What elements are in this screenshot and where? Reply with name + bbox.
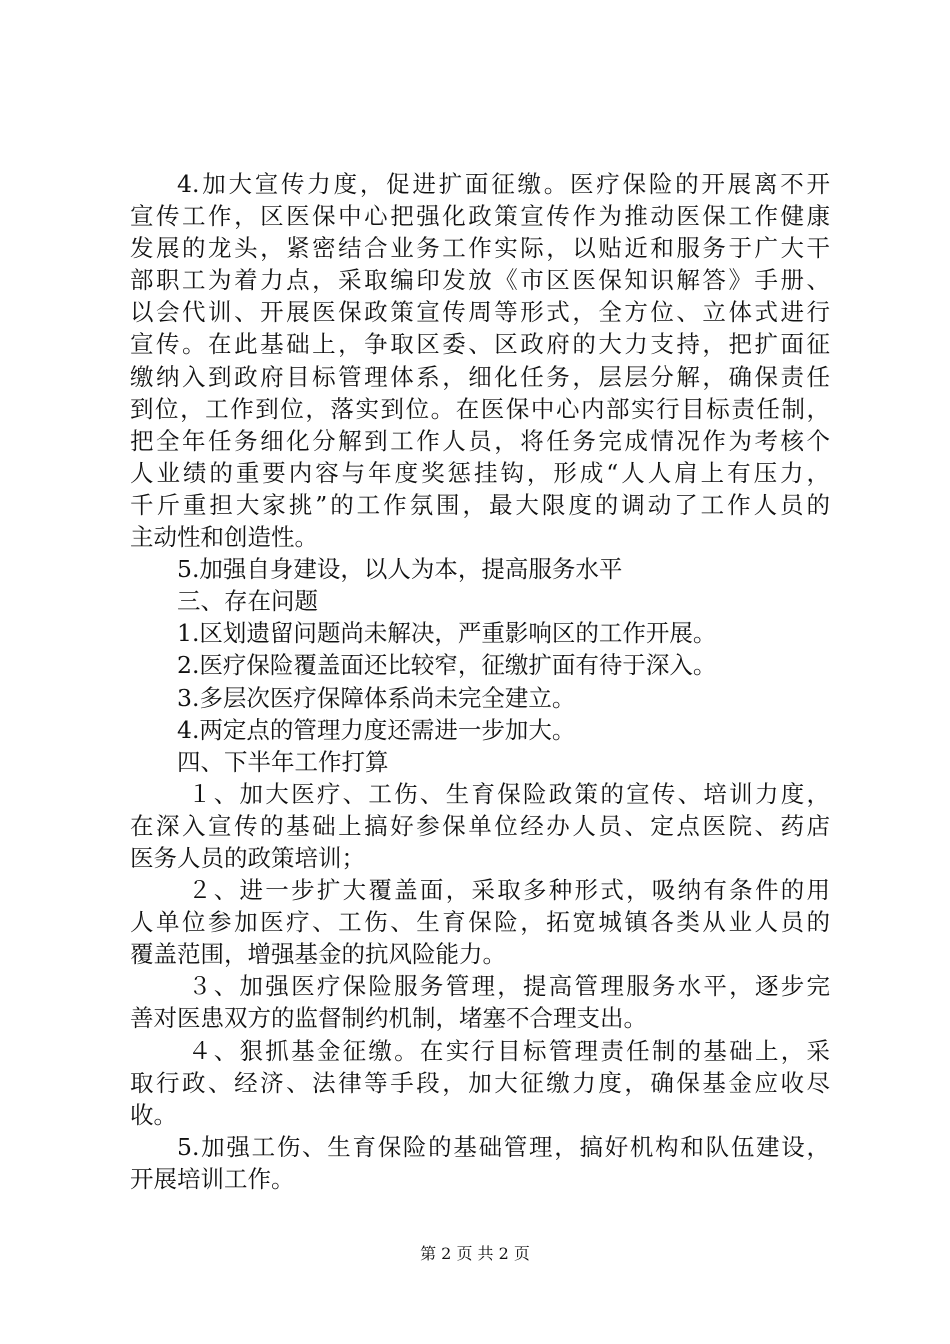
text-line: ３、加强医疗保险服务管理，提高管理服务水平，逐步完 xyxy=(188,972,830,1001)
text-line: 缴纳入到政府目标管理体系，细化任务，层层分解，确保责任 xyxy=(130,362,830,391)
text-line: 以会代训、开展医保政策宣传周等形式，全方位、立体式进行 xyxy=(130,298,830,327)
section-heading: 三、存在问题 xyxy=(177,587,318,616)
text-line: ２、进一步扩大覆盖面，采取多种形式，吸纳有条件的用 xyxy=(188,876,830,905)
text-line: 医务人员的政策培训； xyxy=(130,843,365,872)
page-footer xyxy=(0,1244,950,1264)
text-line: 取行政、经济、法律等手段，加大征缴力度，确保基金应收尽 xyxy=(130,1068,830,1097)
text-line: 覆盖范围，增强基金的抗风险能力。 xyxy=(130,940,506,969)
text-line: １、加大医疗、工伤、生育保险政策的宣传、培训力度， xyxy=(188,779,830,808)
text-line: 收。 xyxy=(130,1100,177,1129)
text-line: 到位，工作到位，落实到位。在医保中心内部实行目标责任制， xyxy=(130,394,830,423)
text-line: 1.区划遗留问题尚未解决，严重影响区的工作开展。 xyxy=(177,619,717,648)
text-line: ４、狠抓基金征缴。在实行目标管理责任制的基础上，采 xyxy=(188,1036,830,1065)
text-line: 把全年任务细化分解到工作人员，将任务完成情况作为考核个 xyxy=(130,426,830,455)
text-line: 4.加大宣传力度，促进扩面征缴。医疗保险的开展离不开 xyxy=(177,170,830,198)
text-line: 善对医患双方的监督制约机制，堵塞不合理支出。 xyxy=(130,1004,647,1033)
text-line: 人业绩的重要内容与年度奖惩挂钩，形成“人人肩上有压力， xyxy=(130,458,830,487)
text-line: 部职工为着力点，采取编印发放《市区医保知识解答》手册、 xyxy=(130,266,830,295)
text-line: 人单位参加医疗、工伤、生育保险，拓宽城镇各类从业人员的 xyxy=(130,908,830,937)
text-line: 3.多层次医疗保障体系尚未完全建立。 xyxy=(177,683,576,712)
text-line: 千斤重担大家挑”的工作氛围，最大限度的调动了工作人员的 xyxy=(130,490,830,519)
text-line: 开展培训工作。 xyxy=(130,1164,295,1193)
text-line: 2.医疗保险覆盖面还比较窄，征缴扩面有待于深入。 xyxy=(177,651,717,680)
document-body xyxy=(130,168,830,1195)
text-line: 宣传。在此基础上，争取区委、区政府的大力支持，把扩面征 xyxy=(130,330,830,359)
text-line: 5.加强工伤、生育保险的基础管理，搞好机构和队伍建设， xyxy=(177,1132,830,1161)
text-line: 发展的龙头，紧密结合业务工作实际，以贴近和服务于广大干 xyxy=(130,234,830,263)
section-heading: 四、下半年工作打算 xyxy=(177,747,389,776)
page-number-label: 第 2 页 共 2 页 xyxy=(420,1244,530,1263)
text-line: 5.加强自身建设，以人为本，提高服务水平 xyxy=(177,555,623,584)
text-line: 在深入宣传的基础上搞好参保单位经办人员、定点医院、药店 xyxy=(130,811,830,840)
text-line: 4.两定点的管理力度还需进一步加大。 xyxy=(177,715,576,744)
text-line: 宣传工作，区医保中心把强化政策宣传作为推动医保工作健康 xyxy=(130,202,830,231)
text-line: 主动性和创造性。 xyxy=(130,523,318,552)
